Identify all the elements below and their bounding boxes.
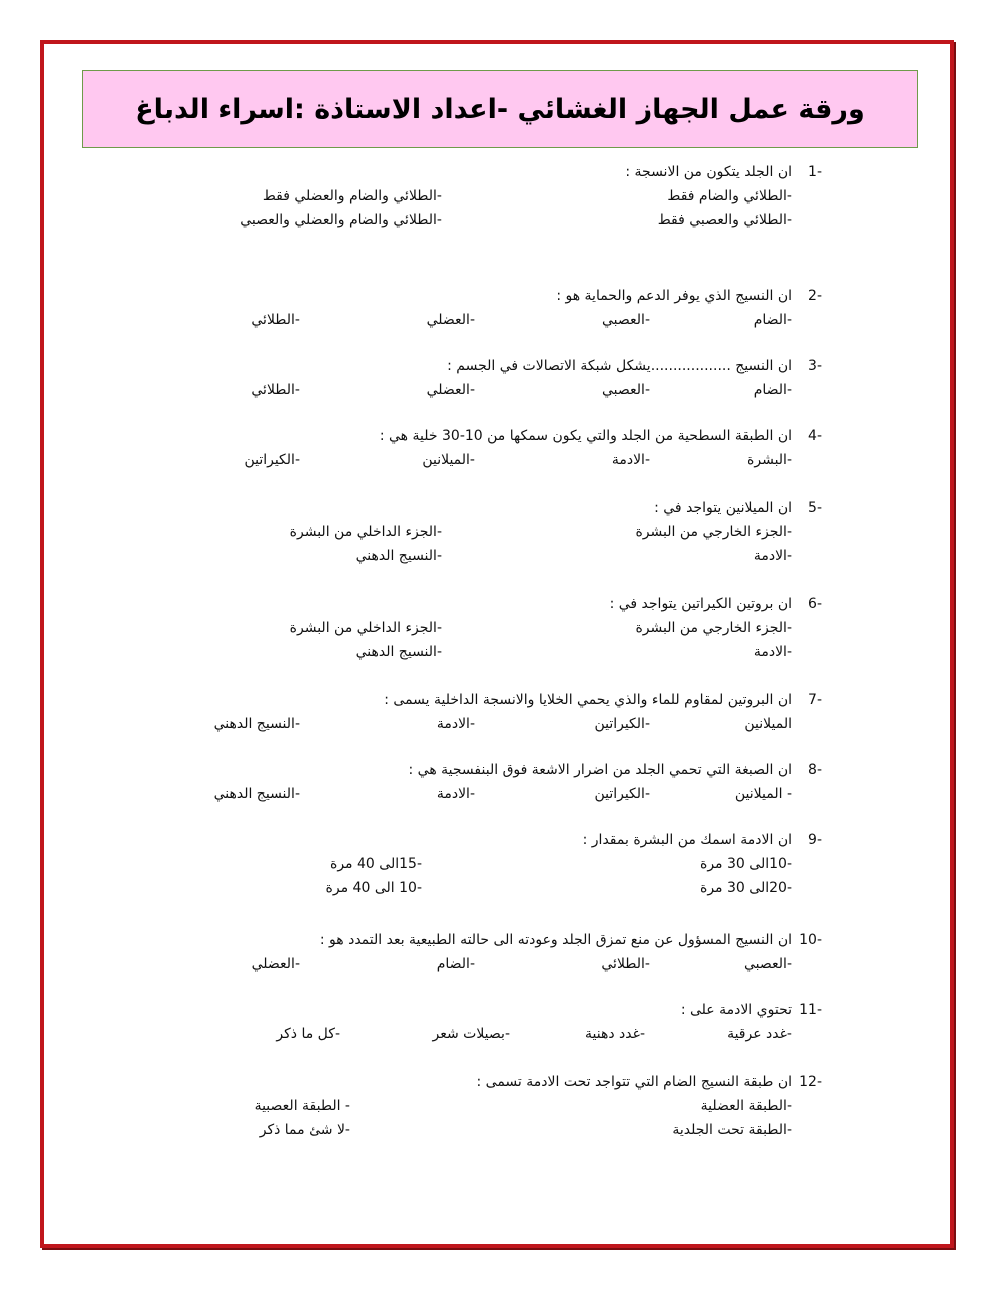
question-text: ان الميلانين يتواجد في :: [654, 500, 792, 516]
answer-option: الميلانين: [744, 716, 792, 732]
answer-option: -الادمة: [436, 786, 475, 802]
answer-option: -العصبي: [602, 312, 650, 328]
question-number: -11: [799, 1002, 822, 1018]
title-banner: [82, 70, 918, 148]
answer-option: -العصبي: [602, 382, 650, 398]
answer-option: -الطبقة تحت الجلدية: [672, 1122, 792, 1138]
page-border: [40, 40, 954, 1248]
answer-option: -الطلائي والضام والعضلي فقط: [262, 188, 442, 204]
answer-option: -الميلانين: [422, 452, 475, 468]
question-number: -2: [808, 288, 822, 304]
answer-option: -النسيج الدهني: [213, 716, 300, 732]
question-text: ان الجلد يتكون من الانسجة :: [625, 164, 792, 180]
page-title: ورقة عمل الجهاز الغشائي -اعداد الاستاذة :اسراء الدباغ: [135, 93, 865, 125]
answer-option: -كل ما ذكر: [276, 1026, 340, 1042]
answer-option: -الادمة: [753, 548, 792, 564]
answer-option: -الطلائي والضام والعضلي والعصبي: [240, 212, 442, 228]
answer-option: -الجزء الخارجي من البشرة: [635, 620, 792, 636]
question-number: -5: [808, 500, 822, 516]
answer-option: -العضلي: [251, 956, 300, 972]
answer-option: -النسيج الدهني: [213, 786, 300, 802]
question-number: -9: [808, 832, 822, 848]
answer-option: -الادمة: [436, 716, 475, 732]
answer-option: -الجزء الداخلي من البشرة: [289, 524, 442, 540]
question-text: ان النسيج المسؤول عن منع تمزق الجلد وعودته الى حالته الطبيعية بعد التمدد هو :: [319, 932, 792, 948]
answer-option: -15الى 40 مرة: [329, 856, 422, 872]
answer-option: -10 الى 40 مرة: [325, 880, 422, 896]
question-text: ان طبقة النسيج الضام التي تتواجد تحت الادمة تسمى :: [476, 1074, 792, 1090]
question-number: -6: [808, 596, 822, 612]
question-text: تحتوي الادمة على :: [680, 1002, 792, 1018]
question-text: ان الادمة اسمك من البشرة بمقدار :: [582, 832, 792, 848]
answer-option: -الطلائي: [251, 312, 300, 328]
question-number: -10: [799, 932, 822, 948]
question-number: -3: [808, 358, 822, 374]
answer-option: - الطبقة العصبية: [254, 1098, 350, 1114]
answer-option: - الميلانين: [734, 786, 792, 802]
answer-option: -الطبقة العضلية: [700, 1098, 792, 1114]
question-number: -8: [808, 762, 822, 778]
answer-option: -الضام: [753, 312, 792, 328]
answer-option: -بصيلات شعر: [432, 1026, 510, 1042]
answer-option: -الادمة: [753, 644, 792, 660]
answer-option: -النسيج الدهني: [355, 548, 442, 564]
question-text: ان الطبقة السطحية من الجلد والتي يكون سمكها من 10-30 خلية هي :: [379, 428, 792, 444]
answer-option: -العصبي: [744, 956, 792, 972]
question-number: -12: [799, 1074, 822, 1090]
question-text: ان النسيج ..................يشكل شبكة الاتصالات في الجسم :: [447, 358, 792, 374]
answer-option: -الكيراتين: [594, 716, 650, 732]
answer-option: -البشرة: [747, 452, 792, 468]
question-text: ان النسيج الذي يوفر الدعم والحماية هو :: [556, 288, 792, 304]
answer-option: -الكيراتين: [594, 786, 650, 802]
answer-option: -الكيراتين: [244, 452, 300, 468]
question-text: ان الصبغة التي تحمي الجلد من اضرار الاشعة فوق البنفسجية هي :: [408, 762, 792, 778]
question-number: -1: [808, 164, 822, 180]
answer-option: -لا شئ مما ذكر: [259, 1122, 350, 1138]
answer-option: -العضلي: [426, 382, 475, 398]
answer-option: -النسيج الدهني: [355, 644, 442, 660]
answer-option: -الجزء الداخلي من البشرة: [289, 620, 442, 636]
answer-option: -غدد دهنية: [585, 1026, 645, 1042]
answer-option: -20الى 30 مرة: [699, 880, 792, 896]
answer-option: -الجزء الخارجي من البشرة: [635, 524, 792, 540]
answer-option: -الطلائي والضام فقط: [667, 188, 792, 204]
question-text: ان بروتين الكيراتين يتواجد في :: [609, 596, 792, 612]
answer-option: -الضام: [753, 382, 792, 398]
answer-option: -غدد عرقية: [727, 1026, 792, 1042]
answer-option: -الضام: [436, 956, 475, 972]
answer-option: -10الى 30 مرة: [699, 856, 792, 872]
question-text: ان البروتين لمقاوم للماء والذي يحمي الخلايا والانسجة الداخلية يسمى :: [384, 692, 792, 708]
question-number: -7: [808, 692, 822, 708]
answer-option: -الطلائي: [251, 382, 300, 398]
answer-option: -العضلي: [426, 312, 475, 328]
question-number: -4: [808, 428, 822, 444]
answer-option: -الطلائي والعصبي فقط: [657, 212, 792, 228]
answer-option: -الطلائي: [601, 956, 650, 972]
answer-option: -الادمة: [611, 452, 650, 468]
